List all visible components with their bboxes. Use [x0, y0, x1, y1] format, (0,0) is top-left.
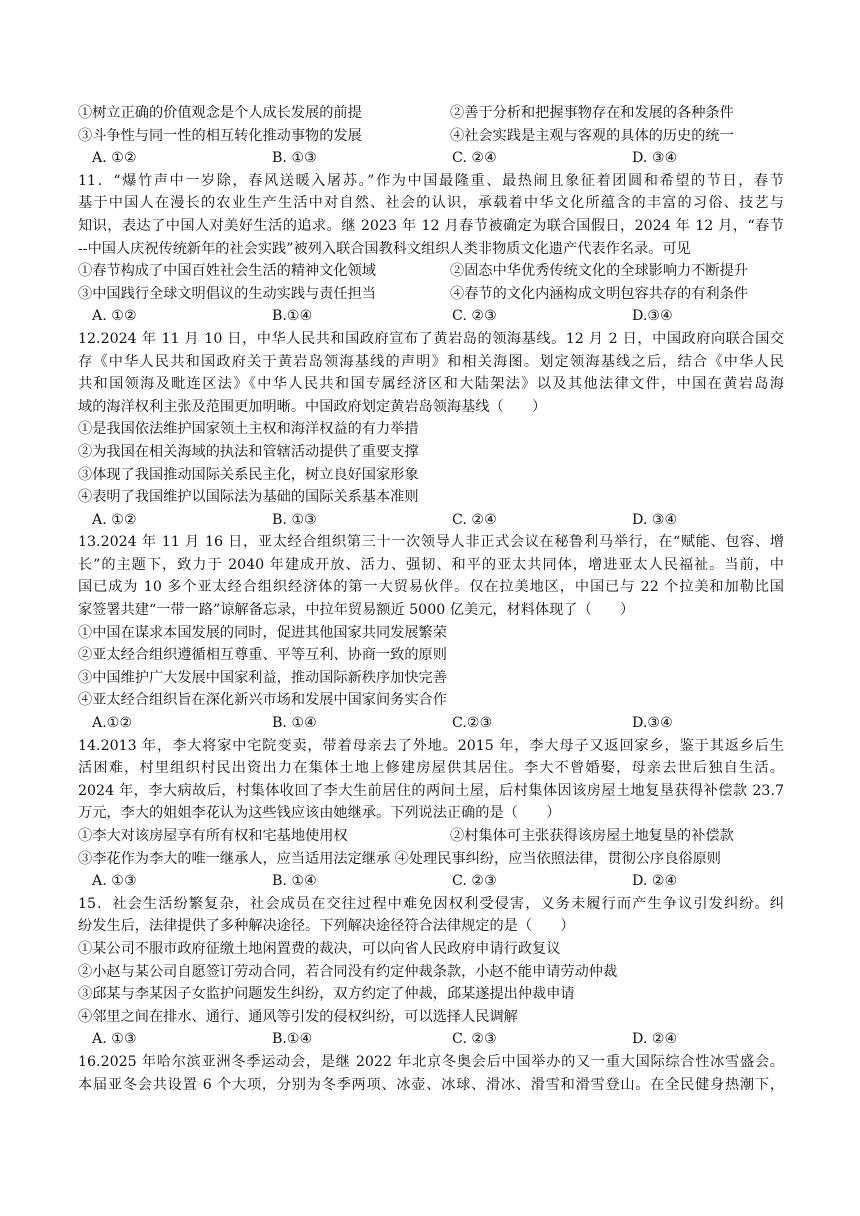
- q14-statement-3: ③李花作为李大的唯一继承人，应当适用法定继承: [78, 850, 391, 867]
- q10-option-a[interactable]: A. ①②: [92, 150, 137, 167]
- q11-statements-row-2: [78, 283, 784, 306]
- q11-statement-1: ①春节构成了中国百姓社会生活的精神文化领域: [78, 263, 376, 280]
- q10-options: [78, 147, 784, 170]
- q13-statement-4: ④亚太经合组织旨在深化新兴市场和发展中国家间务实合作: [78, 692, 447, 709]
- q15-statement-1: ①某公司不服市政府征缴土地闲置费的裁决，可以向省人民政府申请行政复议: [78, 940, 561, 957]
- q15-option-d[interactable]: D. ②④: [632, 1031, 678, 1048]
- q10-statement-4: ④社会实践是主观与客观的具体的历史的统一: [450, 127, 734, 144]
- q12-statement-3: ③体现了我国推动国际关系民主化，树立良好国家形象: [78, 466, 419, 483]
- q16-stem-line-2: 本届亚冬会共设置 6 个大项，分别为冬季两项、冰壶、冰球、滑冰、滑雪和滑雪登山。在全民健身热潮下，: [78, 1076, 784, 1093]
- q12-stem-line-3: 共和国领海及毗连区法》《中华人民共和国专属经济区和大陆架法》以及其他法律文件，中国在黄岩岛海: [78, 376, 784, 393]
- q10-option-d[interactable]: D. ③④: [632, 150, 678, 167]
- q14-stem-line-1: 14.2013 年，李大将家中宅院变卖，带着母亲去了外地。2015 年，李大母子又返回家乡，鉴于其返乡后生: [78, 737, 784, 754]
- q10-statement-1: ①树立正确的价值观念是个人成长发展的前提: [78, 105, 362, 121]
- q15-option-c[interactable]: C. ②③: [452, 1031, 497, 1048]
- q11-options: [78, 305, 784, 328]
- q14-option-d[interactable]: D. ②④: [632, 873, 678, 890]
- q15-option-b[interactable]: B.①④: [272, 1031, 313, 1048]
- q13-stem-line-4: 家签署共建“一带一路”谅解备忘录，中拉年贸易额近 5000 亿美元，材料体现了（ ）: [78, 602, 635, 619]
- q10-option-c[interactable]: C. ②④: [452, 150, 497, 167]
- q11-stem-line-1: 11．“爆竹声中一岁除，春风送暖入屠苏。”作为中国最隆重、最热闹且象征着团圆和希望的节日，春节: [78, 172, 784, 189]
- q13-stem-line-2: 长”的主题下，致力于 2040 年建成开放、活力、强韧、和平的亚太共同体，增进亚太人民福祉。当前，中: [78, 556, 784, 573]
- q16-stem-line-1: 16.2025 年哈尔滨亚洲冬季运动会，是继 2022 年北京冬奥会后中国举办的又一重大国际综合性冰雪盛会。: [78, 1053, 784, 1070]
- q13-options: [78, 712, 784, 735]
- q14-stem-line-2: 活困难，村里组织村民出资出力在集体土地上修建房屋供其居住。李大不曾婚娶，母亲去世后独自生活。: [78, 760, 784, 777]
- q12-option-a[interactable]: A. ①②: [92, 511, 137, 528]
- q12-stem-line-1: 12.2024 年 11 月 10 日，中华人民共和国政府宣布了黄岩岛的领海基线。12 月 2 日，中国政府向联合国交: [78, 330, 784, 347]
- q10-statement-2: ②善于分析和把握事物存在和发展的各种条件: [450, 105, 734, 121]
- q13-stem-line-3: 国已成为 10 多个亚太经合组织经济体的第一大贸易伙伴。仅在拉美地区，中国已与 22 个拉美和加勒比国: [78, 579, 784, 596]
- q11-option-b[interactable]: B.①④: [272, 308, 313, 325]
- q12-stem-line-4: 域的海洋权利主张及范围更加明晰。中国政府划定黄岩岛领海基线（ ）: [78, 398, 547, 415]
- q15-statement-3: ③邱某与李某因子女监护问题发生纠纷，双方约定了仲裁，邱某遂提出仲裁申请: [78, 986, 575, 1003]
- q11-option-c[interactable]: C. ②③: [452, 308, 497, 325]
- q13-statement-2: ②亚太经合组织遵循相互尊重、平等互利、协商一致的原则: [78, 647, 447, 664]
- q13-stem-line-1: 13.2024 年 11 月 16 日，亚太经合组织第三十一次领导人非正式会议在秘鲁利马举行，在“赋能、包容、增: [78, 534, 784, 551]
- q14-option-b[interactable]: B. ①④: [272, 873, 317, 890]
- q11-stem-line-2: 基于中国人在漫长的农业生产生活中对自然、社会的认识，承载着中华文化所蕴含的丰富的习俗、技艺与: [78, 195, 784, 212]
- q11-option-a[interactable]: A. ①②: [92, 308, 137, 325]
- q14-statements-row-1: [78, 825, 784, 848]
- q14-option-c[interactable]: C. ②③: [452, 873, 497, 890]
- q11-option-d[interactable]: D.③④: [632, 308, 673, 325]
- q14-statements-row-2: [78, 848, 784, 871]
- q10-statements-row-1: [78, 102, 784, 125]
- q15-statement-4: ④邻里之间在排水、通行、通风等引发的侵权纠纷，可以选择人民调解: [78, 1008, 518, 1025]
- q14-stem-line-3: 2024 年，李大病故后，村集体收回了李大生前居住的两间土屋，后村集体因该房屋土地复垦获得补偿款 23.7: [78, 782, 784, 799]
- q12-statement-4: ④表明了我国维护以国际法为基础的国际关系基本准则: [78, 489, 419, 506]
- q13-option-a[interactable]: A.①②: [92, 715, 133, 732]
- q14-statement-1: ①李大对该房屋享有所有权和宅基地使用权: [78, 828, 348, 844]
- q10-statements-row-2: [78, 125, 784, 148]
- q10-statement-3: ③斗争性与同一性的相互转化推动事物的发展: [78, 127, 362, 144]
- q12-option-d[interactable]: D. ③④: [632, 511, 678, 528]
- q12-stem-line-2: 存《中华人民共和国政府关于黄岩岛领海基线的声明》和相关海图。划定领海基线之后，结合《中华人民: [78, 353, 784, 370]
- q11-statement-3: ③中国践行全球文明倡议的生动实践与责任担当: [78, 285, 376, 302]
- q15-stem-line-2: 纷发生后，法律提供了多种解决途径。下列解决途径符合法律规定的是（ ）: [78, 918, 575, 935]
- q15-stem-line-1: 15．社会生活纷繁复杂，社会成员在交往过程中难免因权利受侵害，义务未履行而产生争议引发纠纷。纠: [78, 895, 784, 912]
- q11-stem-line-3: 知识，表达了中国人对美好生活的追求。继 2023 年 12 月春节被确定为联合国假日，2024 年 12 月，“春节: [78, 217, 784, 234]
- q12-option-b[interactable]: B. ①③: [272, 511, 317, 528]
- q14-option-a[interactable]: A. ①③: [92, 873, 137, 890]
- question-content: [78, 102, 784, 1096]
- q15-statement-2: ②小赵与某公司自愿签订劳动合同，若合同没有约定仲裁条款，小赵不能申请劳动仲裁: [78, 963, 618, 980]
- q11-stem-line-4: --中国人庆祝传统新年的社会实践”被列入联合国教科文组织人类非物质文化遗产代表作名录。可见: [78, 240, 691, 257]
- q12-statement-1: ①是我国依法维护国家领土主权和海洋权益的有力举措: [78, 421, 419, 438]
- q11-statements-row-1: [78, 260, 784, 283]
- q12-options: [78, 509, 784, 532]
- q15-option-a[interactable]: A. ①③: [92, 1031, 137, 1048]
- q11-statement-2: ②固态中华优秀传统文化的全球影响力不断提升: [450, 263, 748, 280]
- q10-option-b[interactable]: B. ①③: [272, 150, 317, 167]
- q13-option-c[interactable]: C.②③: [452, 715, 493, 732]
- q13-option-b[interactable]: B. ①④: [272, 715, 317, 732]
- q14-statement-4: ④处理民事纠纷，应当依照法律，贯彻公序良俗原则: [394, 850, 721, 867]
- q12-option-c[interactable]: C. ②④: [452, 511, 497, 528]
- q15-options: [78, 1028, 784, 1051]
- q14-statement-2: ②村集体可主张获得该房屋土地复垦的补偿款: [450, 828, 734, 844]
- q14-options: [78, 870, 784, 893]
- q13-option-d[interactable]: D.③④: [632, 715, 673, 732]
- q12-statement-2: ②为我国在相关海域的执法和管辖活动提供了重要支撑: [78, 443, 419, 460]
- q14-stem-line-4: 万元，李大的姐姐李花认为这些钱应该由她继承。下列说法正确的是（ ）: [78, 805, 561, 822]
- q13-statement-3: ③中国维护广大发展中国家利益，推动国际新秩序加快完善: [78, 669, 447, 686]
- q11-statement-4: ④春节的文化内涵构成文明包容共存的有利条件: [450, 285, 748, 302]
- q13-statement-1: ①中国在谋求本国发展的同时，促进其他国家共同发展繁荣: [78, 624, 447, 641]
